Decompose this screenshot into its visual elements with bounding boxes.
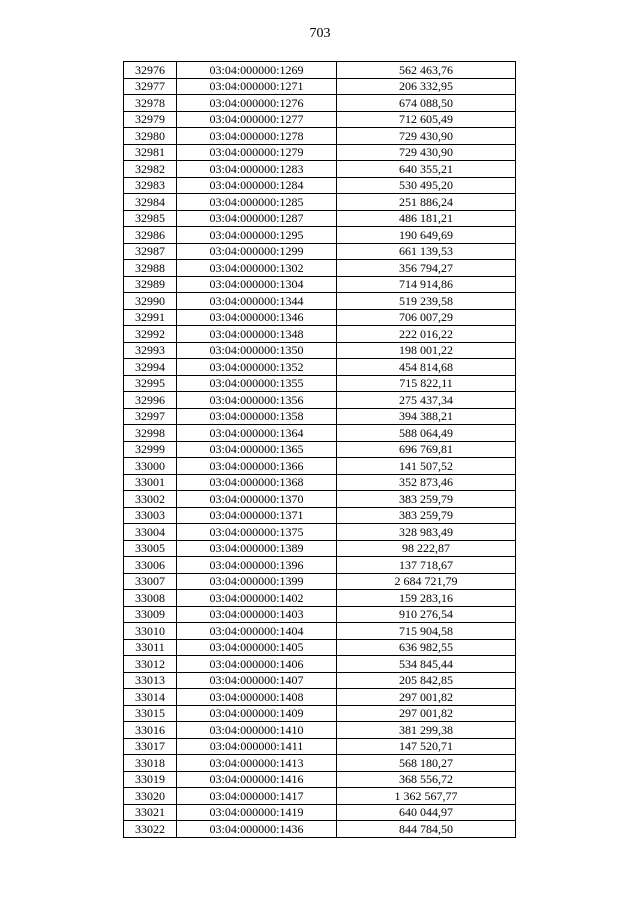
cadastral-number-cell: 03:04:000000:1365 — [177, 441, 337, 458]
row-number-cell: 33000 — [124, 458, 177, 475]
cadastral-value-cell: 844 784,50 — [337, 821, 516, 838]
row-number-cell: 32981 — [124, 144, 177, 161]
cadastral-value-cell: 910 276,54 — [337, 606, 516, 623]
cadastral-number-cell: 03:04:000000:1355 — [177, 375, 337, 392]
table-row — [124, 557, 516, 574]
cadastral-value-table — [123, 61, 516, 838]
table-row — [124, 672, 516, 689]
row-number-cell: 33018 — [124, 755, 177, 772]
cadastral-number-cell: 03:04:000000:1368 — [177, 474, 337, 491]
cadastral-value-cell: 297 001,82 — [337, 689, 516, 706]
cadastral-value-cell: 696 769,81 — [337, 441, 516, 458]
cadastral-value-cell: 640 355,21 — [337, 161, 516, 178]
row-number-cell: 33014 — [124, 689, 177, 706]
cadastral-number-cell: 03:04:000000:1366 — [177, 458, 337, 475]
cadastral-number-cell: 03:04:000000:1405 — [177, 639, 337, 656]
cadastral-number-cell: 03:04:000000:1408 — [177, 689, 337, 706]
row-number-cell: 33009 — [124, 606, 177, 623]
table-row — [124, 359, 516, 376]
table-row — [124, 491, 516, 508]
cadastral-value-cell: 712 605,49 — [337, 111, 516, 128]
row-number-cell: 32982 — [124, 161, 177, 178]
cadastral-value-cell: 328 983,49 — [337, 524, 516, 541]
cadastral-value-cell: 2 684 721,79 — [337, 573, 516, 590]
cadastral-number-cell: 03:04:000000:1358 — [177, 408, 337, 425]
row-number-cell: 32977 — [124, 78, 177, 95]
row-number-cell: 33007 — [124, 573, 177, 590]
cadastral-number-cell: 03:04:000000:1285 — [177, 194, 337, 211]
row-number-cell: 33012 — [124, 656, 177, 673]
row-number-cell: 32983 — [124, 177, 177, 194]
table-row — [124, 507, 516, 524]
cadastral-value-cell: 640 044,97 — [337, 804, 516, 821]
cadastral-number-cell: 03:04:000000:1375 — [177, 524, 337, 541]
cadastral-number-cell: 03:04:000000:1304 — [177, 276, 337, 293]
cadastral-number-cell: 03:04:000000:1278 — [177, 128, 337, 145]
cadastral-value-cell: 297 001,82 — [337, 705, 516, 722]
table-row — [124, 293, 516, 310]
row-number-cell: 32992 — [124, 326, 177, 343]
cadastral-value-cell: 519 239,58 — [337, 293, 516, 310]
table-row — [124, 755, 516, 772]
cadastral-value-cell: 383 259,79 — [337, 507, 516, 524]
cadastral-value-cell: 159 283,16 — [337, 590, 516, 607]
row-number-cell: 33015 — [124, 705, 177, 722]
cadastral-value-cell: 356 794,27 — [337, 260, 516, 277]
row-number-cell: 32986 — [124, 227, 177, 244]
table-row — [124, 144, 516, 161]
row-number-cell: 33016 — [124, 722, 177, 739]
table-row — [124, 392, 516, 409]
cadastral-number-cell: 03:04:000000:1402 — [177, 590, 337, 607]
cadastral-number-cell: 03:04:000000:1346 — [177, 309, 337, 326]
row-number-cell: 32987 — [124, 243, 177, 260]
cadastral-number-cell: 03:04:000000:1419 — [177, 804, 337, 821]
cadastral-value-cell: 530 495,20 — [337, 177, 516, 194]
row-number-cell: 33021 — [124, 804, 177, 821]
table-row — [124, 161, 516, 178]
table-row — [124, 342, 516, 359]
cadastral-value-cell: 206 332,95 — [337, 78, 516, 95]
table-row — [124, 408, 516, 425]
table-row — [124, 210, 516, 227]
row-number-cell: 32980 — [124, 128, 177, 145]
cadastral-value-cell: 486 181,21 — [337, 210, 516, 227]
cadastral-number-cell: 03:04:000000:1416 — [177, 771, 337, 788]
cadastral-value-cell: 98 222,87 — [337, 540, 516, 557]
cadastral-value-cell: 368 556,72 — [337, 771, 516, 788]
table-row — [124, 260, 516, 277]
table-row — [124, 227, 516, 244]
cadastral-number-cell: 03:04:000000:1370 — [177, 491, 337, 508]
table-row — [124, 738, 516, 755]
cadastral-number-cell: 03:04:000000:1364 — [177, 425, 337, 442]
row-number-cell: 33017 — [124, 738, 177, 755]
cadastral-number-cell: 03:04:000000:1271 — [177, 78, 337, 95]
row-number-cell: 32976 — [124, 62, 177, 79]
cadastral-number-cell: 03:04:000000:1287 — [177, 210, 337, 227]
cadastral-number-cell: 03:04:000000:1299 — [177, 243, 337, 260]
cadastral-value-cell: 715 904,58 — [337, 623, 516, 640]
cadastral-value-cell: 706 007,29 — [337, 309, 516, 326]
cadastral-value-cell: 1 362 567,77 — [337, 788, 516, 805]
row-number-cell: 32995 — [124, 375, 177, 392]
table-row — [124, 623, 516, 640]
table-row — [124, 177, 516, 194]
row-number-cell: 32999 — [124, 441, 177, 458]
table-row — [124, 639, 516, 656]
cadastral-number-cell: 03:04:000000:1409 — [177, 705, 337, 722]
table-row — [124, 78, 516, 95]
cadastral-number-cell: 03:04:000000:1352 — [177, 359, 337, 376]
cadastral-value-cell: 454 814,68 — [337, 359, 516, 376]
cadastral-number-cell: 03:04:000000:1269 — [177, 62, 337, 79]
row-number-cell: 33011 — [124, 639, 177, 656]
table-row — [124, 540, 516, 557]
table-row — [124, 243, 516, 260]
table-row — [124, 425, 516, 442]
cadastral-number-cell: 03:04:000000:1356 — [177, 392, 337, 409]
cadastral-value-cell: 190 649,69 — [337, 227, 516, 244]
cadastral-number-cell: 03:04:000000:1406 — [177, 656, 337, 673]
cadastral-number-cell: 03:04:000000:1350 — [177, 342, 337, 359]
row-number-cell: 32979 — [124, 111, 177, 128]
cadastral-value-cell: 141 507,52 — [337, 458, 516, 475]
table-row — [124, 474, 516, 491]
table-row — [124, 804, 516, 821]
row-number-cell: 33020 — [124, 788, 177, 805]
table-row — [124, 573, 516, 590]
cadastral-value-cell: 381 299,38 — [337, 722, 516, 739]
cadastral-number-cell: 03:04:000000:1344 — [177, 293, 337, 310]
cadastral-number-cell: 03:04:000000:1417 — [177, 788, 337, 805]
row-number-cell: 32998 — [124, 425, 177, 442]
cadastral-number-cell: 03:04:000000:1436 — [177, 821, 337, 838]
row-number-cell: 32984 — [124, 194, 177, 211]
cadastral-number-cell: 03:04:000000:1276 — [177, 95, 337, 112]
cadastral-number-cell: 03:04:000000:1277 — [177, 111, 337, 128]
row-number-cell: 32988 — [124, 260, 177, 277]
cadastral-value-cell: 588 064,49 — [337, 425, 516, 442]
cadastral-value-cell: 147 520,71 — [337, 738, 516, 755]
cadastral-number-cell: 03:04:000000:1403 — [177, 606, 337, 623]
cadastral-value-cell: 198 001,22 — [337, 342, 516, 359]
row-number-cell: 33005 — [124, 540, 177, 557]
cadastral-number-cell: 03:04:000000:1348 — [177, 326, 337, 343]
row-number-cell: 32991 — [124, 309, 177, 326]
page-number: 703 — [309, 26, 331, 41]
table-row — [124, 95, 516, 112]
cadastral-number-cell: 03:04:000000:1295 — [177, 227, 337, 244]
table-row — [124, 771, 516, 788]
cadastral-value-cell: 137 718,67 — [337, 557, 516, 574]
cadastral-value-cell: 394 388,21 — [337, 408, 516, 425]
cadastral-value-cell: 729 430,90 — [337, 128, 516, 145]
table-row — [124, 458, 516, 475]
cadastral-number-cell: 03:04:000000:1396 — [177, 557, 337, 574]
cadastral-number-cell: 03:04:000000:1404 — [177, 623, 337, 640]
cadastral-number-cell: 03:04:000000:1407 — [177, 672, 337, 689]
cadastral-value-cell: 352 873,46 — [337, 474, 516, 491]
cadastral-number-cell: 03:04:000000:1410 — [177, 722, 337, 739]
cadastral-number-cell: 03:04:000000:1284 — [177, 177, 337, 194]
table-row — [124, 788, 516, 805]
table-row — [124, 276, 516, 293]
table-row — [124, 722, 516, 739]
cadastral-value-cell: 674 088,50 — [337, 95, 516, 112]
row-number-cell: 33001 — [124, 474, 177, 491]
row-number-cell: 32990 — [124, 293, 177, 310]
cadastral-number-cell: 03:04:000000:1302 — [177, 260, 337, 277]
row-number-cell: 33004 — [124, 524, 177, 541]
cadastral-number-cell: 03:04:000000:1399 — [177, 573, 337, 590]
cadastral-value-cell: 534 845,44 — [337, 656, 516, 673]
cadastral-value-cell: 205 842,85 — [337, 672, 516, 689]
cadastral-value-cell: 222 016,22 — [337, 326, 516, 343]
cadastral-value-cell: 661 139,53 — [337, 243, 516, 260]
cadastral-number-cell: 03:04:000000:1371 — [177, 507, 337, 524]
cadastral-value-cell: 562 463,76 — [337, 62, 516, 79]
table-row — [124, 309, 516, 326]
cadastral-value-cell: 568 180,27 — [337, 755, 516, 772]
table-row — [124, 111, 516, 128]
row-number-cell: 33006 — [124, 557, 177, 574]
table-row — [124, 194, 516, 211]
row-number-cell: 33019 — [124, 771, 177, 788]
table-row — [124, 441, 516, 458]
cadastral-value-cell: 636 982,55 — [337, 639, 516, 656]
row-number-cell: 32996 — [124, 392, 177, 409]
cadastral-number-cell: 03:04:000000:1389 — [177, 540, 337, 557]
cadastral-value-cell: 714 914,86 — [337, 276, 516, 293]
table-row — [124, 705, 516, 722]
cadastral-value-cell: 715 822,11 — [337, 375, 516, 392]
cadastral-value-cell: 383 259,79 — [337, 491, 516, 508]
row-number-cell: 32994 — [124, 359, 177, 376]
cadastral-number-cell: 03:04:000000:1279 — [177, 144, 337, 161]
cadastral-number-cell: 03:04:000000:1283 — [177, 161, 337, 178]
row-number-cell: 33003 — [124, 507, 177, 524]
row-number-cell: 33002 — [124, 491, 177, 508]
row-number-cell: 33022 — [124, 821, 177, 838]
row-number-cell: 32997 — [124, 408, 177, 425]
table-row — [124, 606, 516, 623]
row-number-cell: 33008 — [124, 590, 177, 607]
row-number-cell: 33010 — [124, 623, 177, 640]
row-number-cell: 32978 — [124, 95, 177, 112]
table-row — [124, 524, 516, 541]
cadastral-value-cell: 729 430,90 — [337, 144, 516, 161]
table-row — [124, 62, 516, 79]
table-row — [124, 375, 516, 392]
cadastral-number-cell: 03:04:000000:1413 — [177, 755, 337, 772]
row-number-cell: 32993 — [124, 342, 177, 359]
row-number-cell: 33013 — [124, 672, 177, 689]
table-body — [124, 62, 516, 838]
table-row — [124, 326, 516, 343]
cadastral-value-cell: 251 886,24 — [337, 194, 516, 211]
cadastral-number-cell: 03:04:000000:1411 — [177, 738, 337, 755]
table-row — [124, 821, 516, 838]
cadastral-value-cell: 275 437,34 — [337, 392, 516, 409]
table-row — [124, 656, 516, 673]
table-row — [124, 689, 516, 706]
row-number-cell: 32985 — [124, 210, 177, 227]
table-row — [124, 128, 516, 145]
row-number-cell: 32989 — [124, 276, 177, 293]
table-row — [124, 590, 516, 607]
